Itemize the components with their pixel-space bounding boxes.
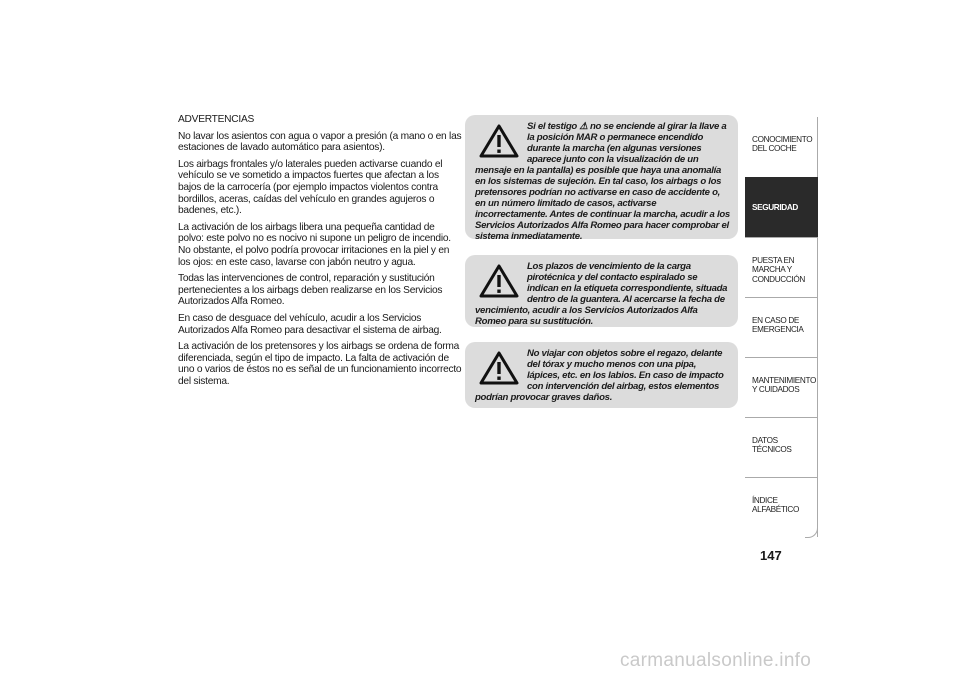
left-column xyxy=(178,114,462,392)
tab-label: PUESTA EN MARCHA Y CONDUCCIÓN xyxy=(752,256,805,284)
footer-watermark: carmanualsonline.info xyxy=(620,650,812,671)
tab-en-caso-de-emergencia[interactable] xyxy=(745,297,818,357)
warning-box xyxy=(465,115,738,242)
tab-label: ÍNDICE ALFABÉTICO xyxy=(752,496,800,515)
warning-text: Si el testigo ⚠ no se enciende al girar la llave a la posición MAR o permanece encendido durante la marcha (en algunas versiones aparece junto con la visualización de un mensaje en la pantalla) es posible que haya una anomalía en los sistemas de sujeción. En tal caso, los airbags o los pretensores podrían no activarse en caso de accidente o, en un número limitado de casos, activarse incorrectamente. Antes de continuar la marcha, acudir a los Servicios Autorizados Alfa Romeo para hacer comprobar el sistema inmediatamente. xyxy=(475,121,730,242)
tab-label: EN CASO DE EMERGENCIA xyxy=(752,316,804,335)
warning-triangle-icon xyxy=(479,351,519,385)
tab-conocimiento-del-coche[interactable] xyxy=(745,117,818,177)
tab-puesta-en-marcha[interactable] xyxy=(745,237,818,297)
warning-box xyxy=(465,255,738,327)
warning-triangle-icon xyxy=(479,124,519,158)
warning-text: Los plazos de vencimiento de la carga pirotécnica y del contacto espiralado se indican en la etiqueta correspondiente, situada dentro de la guantera. Al acercarse la fecha de vencimiento, acudir a los Servicios Autorizados Alfa Romeo para su sustitución. xyxy=(475,261,728,327)
section-heading: ADVERTENCIAS xyxy=(178,114,255,125)
paragraph: La activación de los airbags libera una pequeña cantidad de polvo: este polvo no es nocivo ni supone un peligro de incendio. No obstante, el polvo podría provocar irritaciones en la piel y en los ojos: en este caso, lavarse con jabón neutro y agua. xyxy=(178,221,451,268)
tab-mantenimiento[interactable] xyxy=(745,357,818,417)
warning-box xyxy=(465,342,738,408)
tab-label: DATOS TÉCNICOS xyxy=(752,436,792,455)
tab-seguridad[interactable] xyxy=(745,177,818,237)
paragraph: La activación de los pretensores y los airbags se ordena de forma diferenciada, según el tipo de impacto. La falta de activación de uno o varios de éstos no es señal de un funcionamiento incorrecto del sistema. xyxy=(178,341,462,387)
tab-datos-tecnicos[interactable] xyxy=(745,417,818,477)
warning-text: No viajar con objetos sobre el regazo, delante del tórax y mucho menos con una pipa, lápices, etc. en los labios. En caso de impacto con intervención del airbag, estos elementos podrían provocar graves daños. xyxy=(475,348,724,403)
paragraph: No lavar los asientos con agua o vapor a presión (a mano o en las estaciones de lavado automático para asientos). xyxy=(178,130,462,154)
tab-label: CONOCIMIENTO DEL COCHE xyxy=(752,135,813,154)
paragraph: Todas las intervenciones de control, reparación y sustitución pertenecientes a los airbags deben realizarse en los Servicios Autorizados Alfa Romeo. xyxy=(178,273,443,308)
tab-indice-alfabetico[interactable] xyxy=(745,477,818,537)
paragraph: En caso de desguace del vehículo, acudir a los Servicios Autorizados Alfa Romeo para desactivar el sistema de airbag. xyxy=(178,312,442,336)
paragraph: Los airbags frontales y/o laterales pueden activarse cuando el vehículo se ve sometido a impactos fuertes que afectan a los bajos de la carrocería (por ejemplo impactos violentos contra bordillos, aceras, caídas del vehículo en grandes agujeros o badenes, etc.). xyxy=(178,158,443,217)
tab-label: SEGURIDAD xyxy=(752,203,798,212)
chapter-tabs xyxy=(745,117,818,537)
tab-label: MANTENIMIENTO Y CUIDADOS xyxy=(752,376,816,395)
page-number: 147 xyxy=(760,548,782,563)
warning-triangle-icon xyxy=(479,264,519,298)
